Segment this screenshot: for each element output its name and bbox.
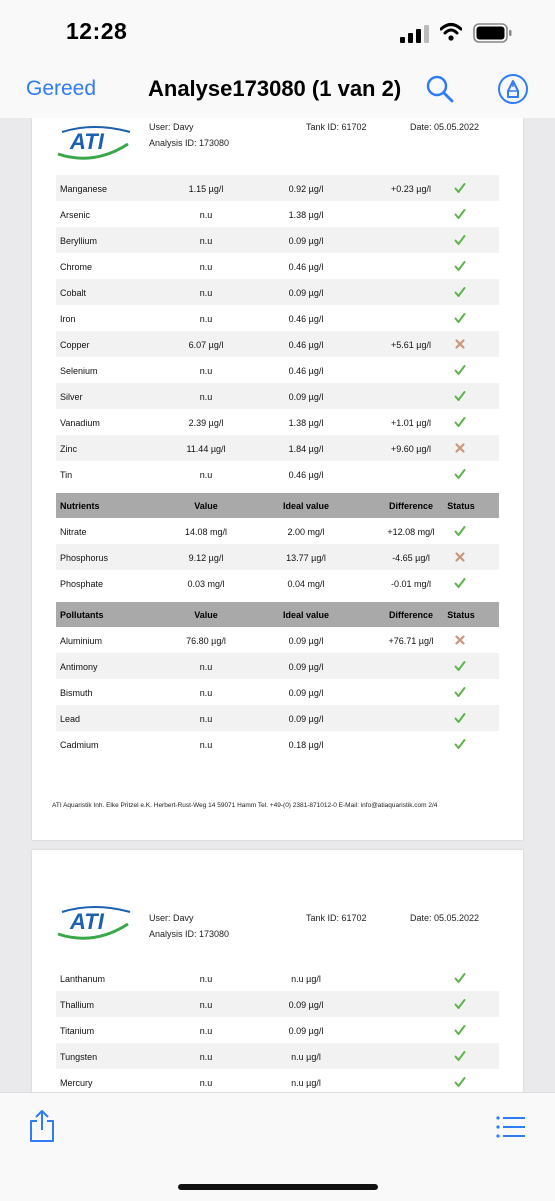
row-ideal: 2.00 mg/l xyxy=(287,527,325,537)
row-value: 11.44 µg/l xyxy=(186,444,226,454)
row-name: Beryllium xyxy=(60,236,98,246)
row-difference: +76.71 µg/l xyxy=(388,636,434,646)
table-row xyxy=(56,461,499,487)
table-row xyxy=(56,279,499,305)
row-name: Titanium xyxy=(60,1026,95,1036)
row-name: Bismuth xyxy=(60,688,93,698)
tank-id-label: Tank ID: 61702 xyxy=(306,122,367,132)
check-icon xyxy=(454,416,466,428)
table-row xyxy=(56,965,499,991)
row-difference: -4.65 µg/l xyxy=(392,553,430,563)
row-value: 14.08 mg/l xyxy=(184,527,228,537)
table-row xyxy=(56,253,499,279)
row-name: Selenium xyxy=(60,366,98,376)
table-row xyxy=(56,409,499,435)
table-row xyxy=(56,1069,499,1092)
row-value: n.u xyxy=(199,366,213,376)
row-ideal: 1.84 µg/l xyxy=(288,444,324,454)
row-ideal: 0.46 µg/l xyxy=(288,340,324,350)
cellular-signal-icon xyxy=(400,25,430,43)
row-ideal: n.u µg/l xyxy=(291,1078,321,1088)
ati-logo xyxy=(54,122,134,164)
row-ideal: 0.09 µg/l xyxy=(288,636,324,646)
pdf-page-1 xyxy=(32,118,523,840)
row-value: 0.03 mg/l xyxy=(187,579,225,589)
tank-id-label: Tank ID: 61702 xyxy=(306,913,367,923)
row-difference: +12.08 mg/l xyxy=(387,527,435,537)
user-label: User: Davy xyxy=(149,913,194,923)
row-name: Zinc xyxy=(60,444,78,454)
date-label: Date: 05.05.2022 xyxy=(410,122,480,132)
row-name: Iron xyxy=(60,314,76,324)
row-name: Tin xyxy=(60,470,73,480)
row-name: Lanthanum xyxy=(60,974,106,984)
row-ideal: 0.04 mg/l xyxy=(287,579,325,589)
user-label: User: Davy xyxy=(149,122,194,132)
row-ideal: 0.92 µg/l xyxy=(288,184,324,194)
bottom-toolbar xyxy=(0,1092,555,1201)
row-name: Phosphate xyxy=(60,579,104,589)
cross-icon xyxy=(454,551,466,563)
row-ideal: 0.09 µg/l xyxy=(288,688,324,698)
row-ideal: 1.38 µg/l xyxy=(288,210,324,220)
row-value: n.u xyxy=(199,1052,213,1062)
row-ideal: 1.38 µg/l xyxy=(288,418,324,428)
row-name: Nitrate xyxy=(60,527,87,537)
markup-pen-icon[interactable] xyxy=(497,73,529,105)
row-value: 9.12 µg/l xyxy=(188,553,224,563)
check-icon xyxy=(454,998,466,1010)
table-row xyxy=(56,653,499,679)
row-ideal: 0.09 µg/l xyxy=(288,1026,324,1036)
row-difference: +9.60 µg/l xyxy=(391,444,431,454)
cross-icon xyxy=(454,338,466,350)
row-name: Chrome xyxy=(60,262,93,272)
row-value: n.u xyxy=(199,314,213,324)
svg-text:ATI: ATI xyxy=(70,129,104,154)
row-ideal: 0.46 µg/l xyxy=(288,366,324,376)
table-row xyxy=(56,201,499,227)
row-value: n.u xyxy=(199,288,213,298)
table-row xyxy=(56,331,499,357)
table-row xyxy=(56,305,499,331)
pdf-page-2 xyxy=(32,850,523,1092)
check-icon xyxy=(454,1050,466,1062)
share-icon[interactable] xyxy=(28,1109,56,1143)
table-row xyxy=(56,175,499,201)
row-value: n.u xyxy=(199,1026,213,1036)
check-icon xyxy=(454,208,466,220)
status-bar xyxy=(0,0,555,62)
table-row xyxy=(56,435,499,461)
row-name: Phosphorus xyxy=(60,553,109,563)
check-icon xyxy=(454,525,466,537)
outline-list-icon[interactable] xyxy=(496,1115,526,1139)
row-ideal: 0.09 µg/l xyxy=(288,236,324,246)
check-icon xyxy=(454,712,466,724)
pollutants-table-header: Pollutants Value Ideal value Difference Status xyxy=(56,602,499,627)
table-row xyxy=(56,627,499,653)
row-ideal: 0.09 µg/l xyxy=(288,662,324,672)
table-row xyxy=(56,544,499,570)
row-name: Lead xyxy=(60,714,81,724)
table-row xyxy=(56,570,499,596)
check-icon xyxy=(454,468,466,480)
row-ideal: 0.09 µg/l xyxy=(288,288,324,298)
row-ideal: 0.46 µg/l xyxy=(288,314,324,324)
row-value: n.u xyxy=(199,262,213,272)
row-ideal: 13.77 µg/l xyxy=(286,553,326,563)
row-value: n.u xyxy=(199,740,213,750)
table-row xyxy=(56,1043,499,1069)
row-value: n.u xyxy=(199,470,213,480)
check-icon xyxy=(454,234,466,246)
row-name: Copper xyxy=(60,340,90,350)
check-icon xyxy=(454,972,466,984)
table-row xyxy=(56,705,499,731)
row-value: n.u xyxy=(199,392,213,402)
row-value: 2.39 µg/l xyxy=(188,418,224,428)
table-row xyxy=(56,227,499,253)
check-icon xyxy=(454,660,466,672)
table-row xyxy=(56,679,499,705)
table-row xyxy=(56,383,499,409)
date-label: Date: 05.05.2022 xyxy=(410,913,480,923)
check-icon xyxy=(454,286,466,298)
row-name: Arsenic xyxy=(60,210,91,220)
page-footer: ATI Aquaristik Inh. Elke Pritzel e.K. Herbert-Rust-Weg 14 59071 Hamm Tel. +49-(0) 2381-871012-0 E-Mail: info@atiaquaristik.com 2/4 xyxy=(52,802,438,809)
row-difference: -0.01 mg/l xyxy=(390,579,432,589)
table-row xyxy=(56,731,499,757)
row-name: Mercury xyxy=(60,1078,93,1088)
row-ideal: n.u µg/l xyxy=(291,974,321,984)
table-row xyxy=(56,357,499,383)
check-icon xyxy=(454,364,466,376)
check-icon xyxy=(454,260,466,272)
document-title: Analyse173080 (1 van 2) xyxy=(148,76,402,101)
row-ideal: 0.09 µg/l xyxy=(288,714,324,724)
row-name: Antimony xyxy=(60,662,98,672)
clock: 12:28 xyxy=(66,18,128,44)
row-ideal: 0.46 µg/l xyxy=(288,262,324,272)
check-icon xyxy=(454,312,466,324)
table-row xyxy=(56,991,499,1017)
row-ideal: 0.09 µg/l xyxy=(288,1000,324,1010)
home-indicator xyxy=(178,1184,378,1190)
check-icon xyxy=(454,686,466,698)
nutrients-table-header: Nutrients Value Ideal value Difference Status xyxy=(56,493,499,518)
row-name: Manganese xyxy=(60,184,108,194)
table-row xyxy=(56,1017,499,1043)
row-difference: +5.61 µg/l xyxy=(391,340,431,350)
ati-logo xyxy=(54,902,134,944)
check-icon xyxy=(454,390,466,402)
check-icon xyxy=(454,738,466,750)
check-icon xyxy=(454,1024,466,1036)
cross-icon xyxy=(454,442,466,454)
analysis-id-label: Analysis ID: 173080 xyxy=(149,138,230,148)
check-icon xyxy=(454,577,466,589)
row-value: n.u xyxy=(199,714,213,724)
row-name: Cadmium xyxy=(60,740,99,750)
row-value: n.u xyxy=(199,662,213,672)
row-ideal: 0.18 µg/l xyxy=(288,740,324,750)
row-value: 6.07 µg/l xyxy=(188,340,224,350)
row-name: Thallium xyxy=(60,1000,95,1010)
pdf-viewer[interactable] xyxy=(0,118,555,1092)
row-value: n.u xyxy=(199,210,213,220)
row-difference: +0.23 µg/l xyxy=(391,184,431,194)
row-value: n.u xyxy=(199,688,213,698)
table-row xyxy=(56,518,499,544)
svg-text:ATI: ATI xyxy=(70,909,104,934)
row-ideal: n.u µg/l xyxy=(291,1052,321,1062)
row-ideal: 0.46 µg/l xyxy=(288,470,324,480)
cross-icon xyxy=(454,634,466,646)
row-value: n.u xyxy=(199,1000,213,1010)
search-icon[interactable] xyxy=(425,74,455,104)
row-name: Tungsten xyxy=(60,1052,98,1062)
row-value: n.u xyxy=(199,974,213,984)
check-icon xyxy=(454,1076,466,1088)
wifi-icon xyxy=(440,22,462,42)
done-button[interactable]: Gereed xyxy=(26,77,97,100)
row-value: 76.80 µg/l xyxy=(186,636,226,646)
row-name: Silver xyxy=(60,392,83,402)
row-name: Vanadium xyxy=(60,418,100,428)
row-name: Cobalt xyxy=(60,288,87,298)
row-value: n.u xyxy=(199,236,213,246)
row-ideal: 0.09 µg/l xyxy=(288,392,324,402)
battery-icon xyxy=(473,22,513,44)
analysis-id-label: Analysis ID: 173080 xyxy=(149,929,230,939)
row-value: n.u xyxy=(199,1078,213,1088)
check-icon xyxy=(454,182,466,194)
row-difference: +1.01 µg/l xyxy=(391,418,431,428)
row-name: Aluminium xyxy=(60,636,103,646)
row-value: 1.15 µg/l xyxy=(188,184,224,194)
navigation-bar xyxy=(0,62,555,118)
